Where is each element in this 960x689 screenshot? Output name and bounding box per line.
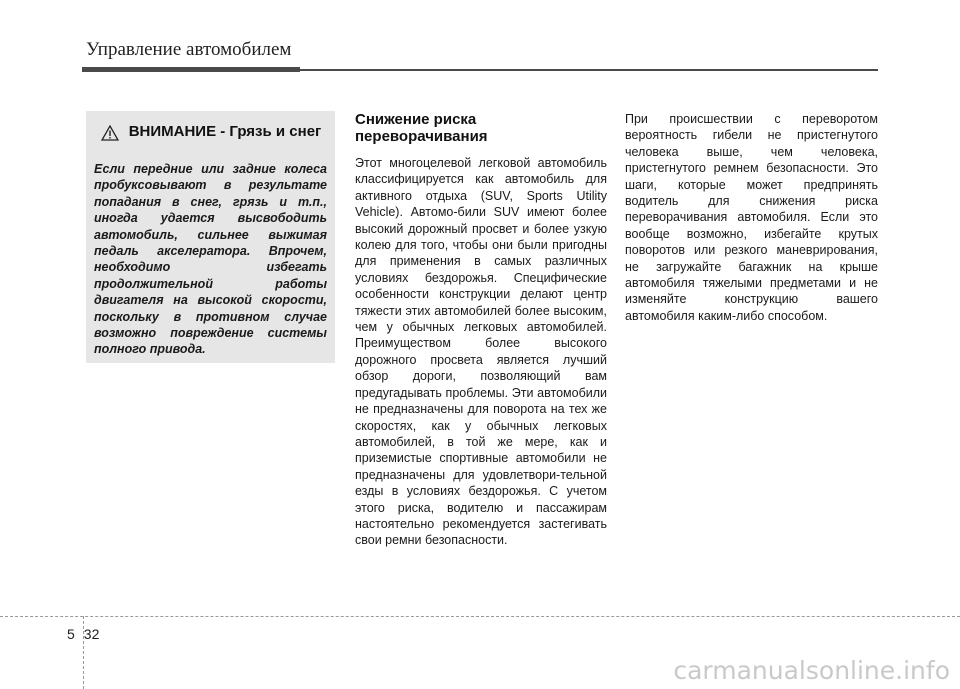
page-number-value: 32 [83, 626, 100, 642]
page-header-title: Управление автомобилем [86, 39, 292, 60]
page-number [67, 626, 99, 642]
section-heading: Снижение риска переворачивания [355, 111, 488, 145]
header-rule-thick [82, 67, 300, 72]
right-column [625, 111, 878, 324]
section-body-text: Этот многоцелевой легковой автомобиль классифицируется как автомобиль для активного отдыха (SUV, Sports Utility Vehicle). Автомо-били SUV имеют более высокий дорожный просвет и более узкую колею для того, чтобы они были пригодны для применения в самых различных условиях бездорожья. Специфические особенности конструкции делают центр тяжести этих автомобилей более высоким, чем у обычных легковых автомобилей. Преимуществом более высокого дорожного просвета является лучший обзор дороги, позволяющий вам предугадывать проблемы. Эти автомобили не предназначены для поворота на тех же скоростях, как у обычных легковых автомобилей, в той же мере, как и приземистые спортивные автомобили не предназначены для удовлетвори-тельной езды в условиях бездорожья. С учетом этого риска, водителю и пассажирам настоятельно рекомендуется застегивать свои ремни безопасности. [355, 156, 607, 548]
watermark: carmanualsonline.info [673, 656, 950, 685]
warning-header [94, 123, 327, 159]
chapter-number: 5 [67, 626, 75, 642]
warning-title: ВНИМАНИЕ - Грязь и снег [128, 123, 322, 140]
footer-divider [0, 616, 960, 618]
warning-box [86, 111, 335, 363]
header-rule-thin [300, 69, 878, 71]
warning-body-text: Если передние или задние колеса пробуксовывают в результате попадания в снег, грязь и т.п., иногда удается высвободить автомобиль, сильнее выжимая педаль акселератора. Впрочем, необходимо избегать продолжительной работы двигателя на высокой скорости, поскольку в противном случае возможно повреждение системы полного привода. [94, 162, 327, 357]
section-column [355, 111, 607, 549]
right-column-body-text: При происшествии с переворотом вероятность гибели не пристегнутого человека выше, чем человека, пристегнутого ремнем безопасности. Это шаги, которые может предпринять водитель для снижения риска переворачивания автомобиля. Если это вообще возможно, избегайте крутых поворотов или резкого маневрирования, не загружайте багажник на крыше автомобиля тяжелыми предметами и не изменяйте конструкцию вашего автомобиля каким-либо способом. [625, 112, 878, 323]
warning-triangle-icon [101, 125, 119, 141]
